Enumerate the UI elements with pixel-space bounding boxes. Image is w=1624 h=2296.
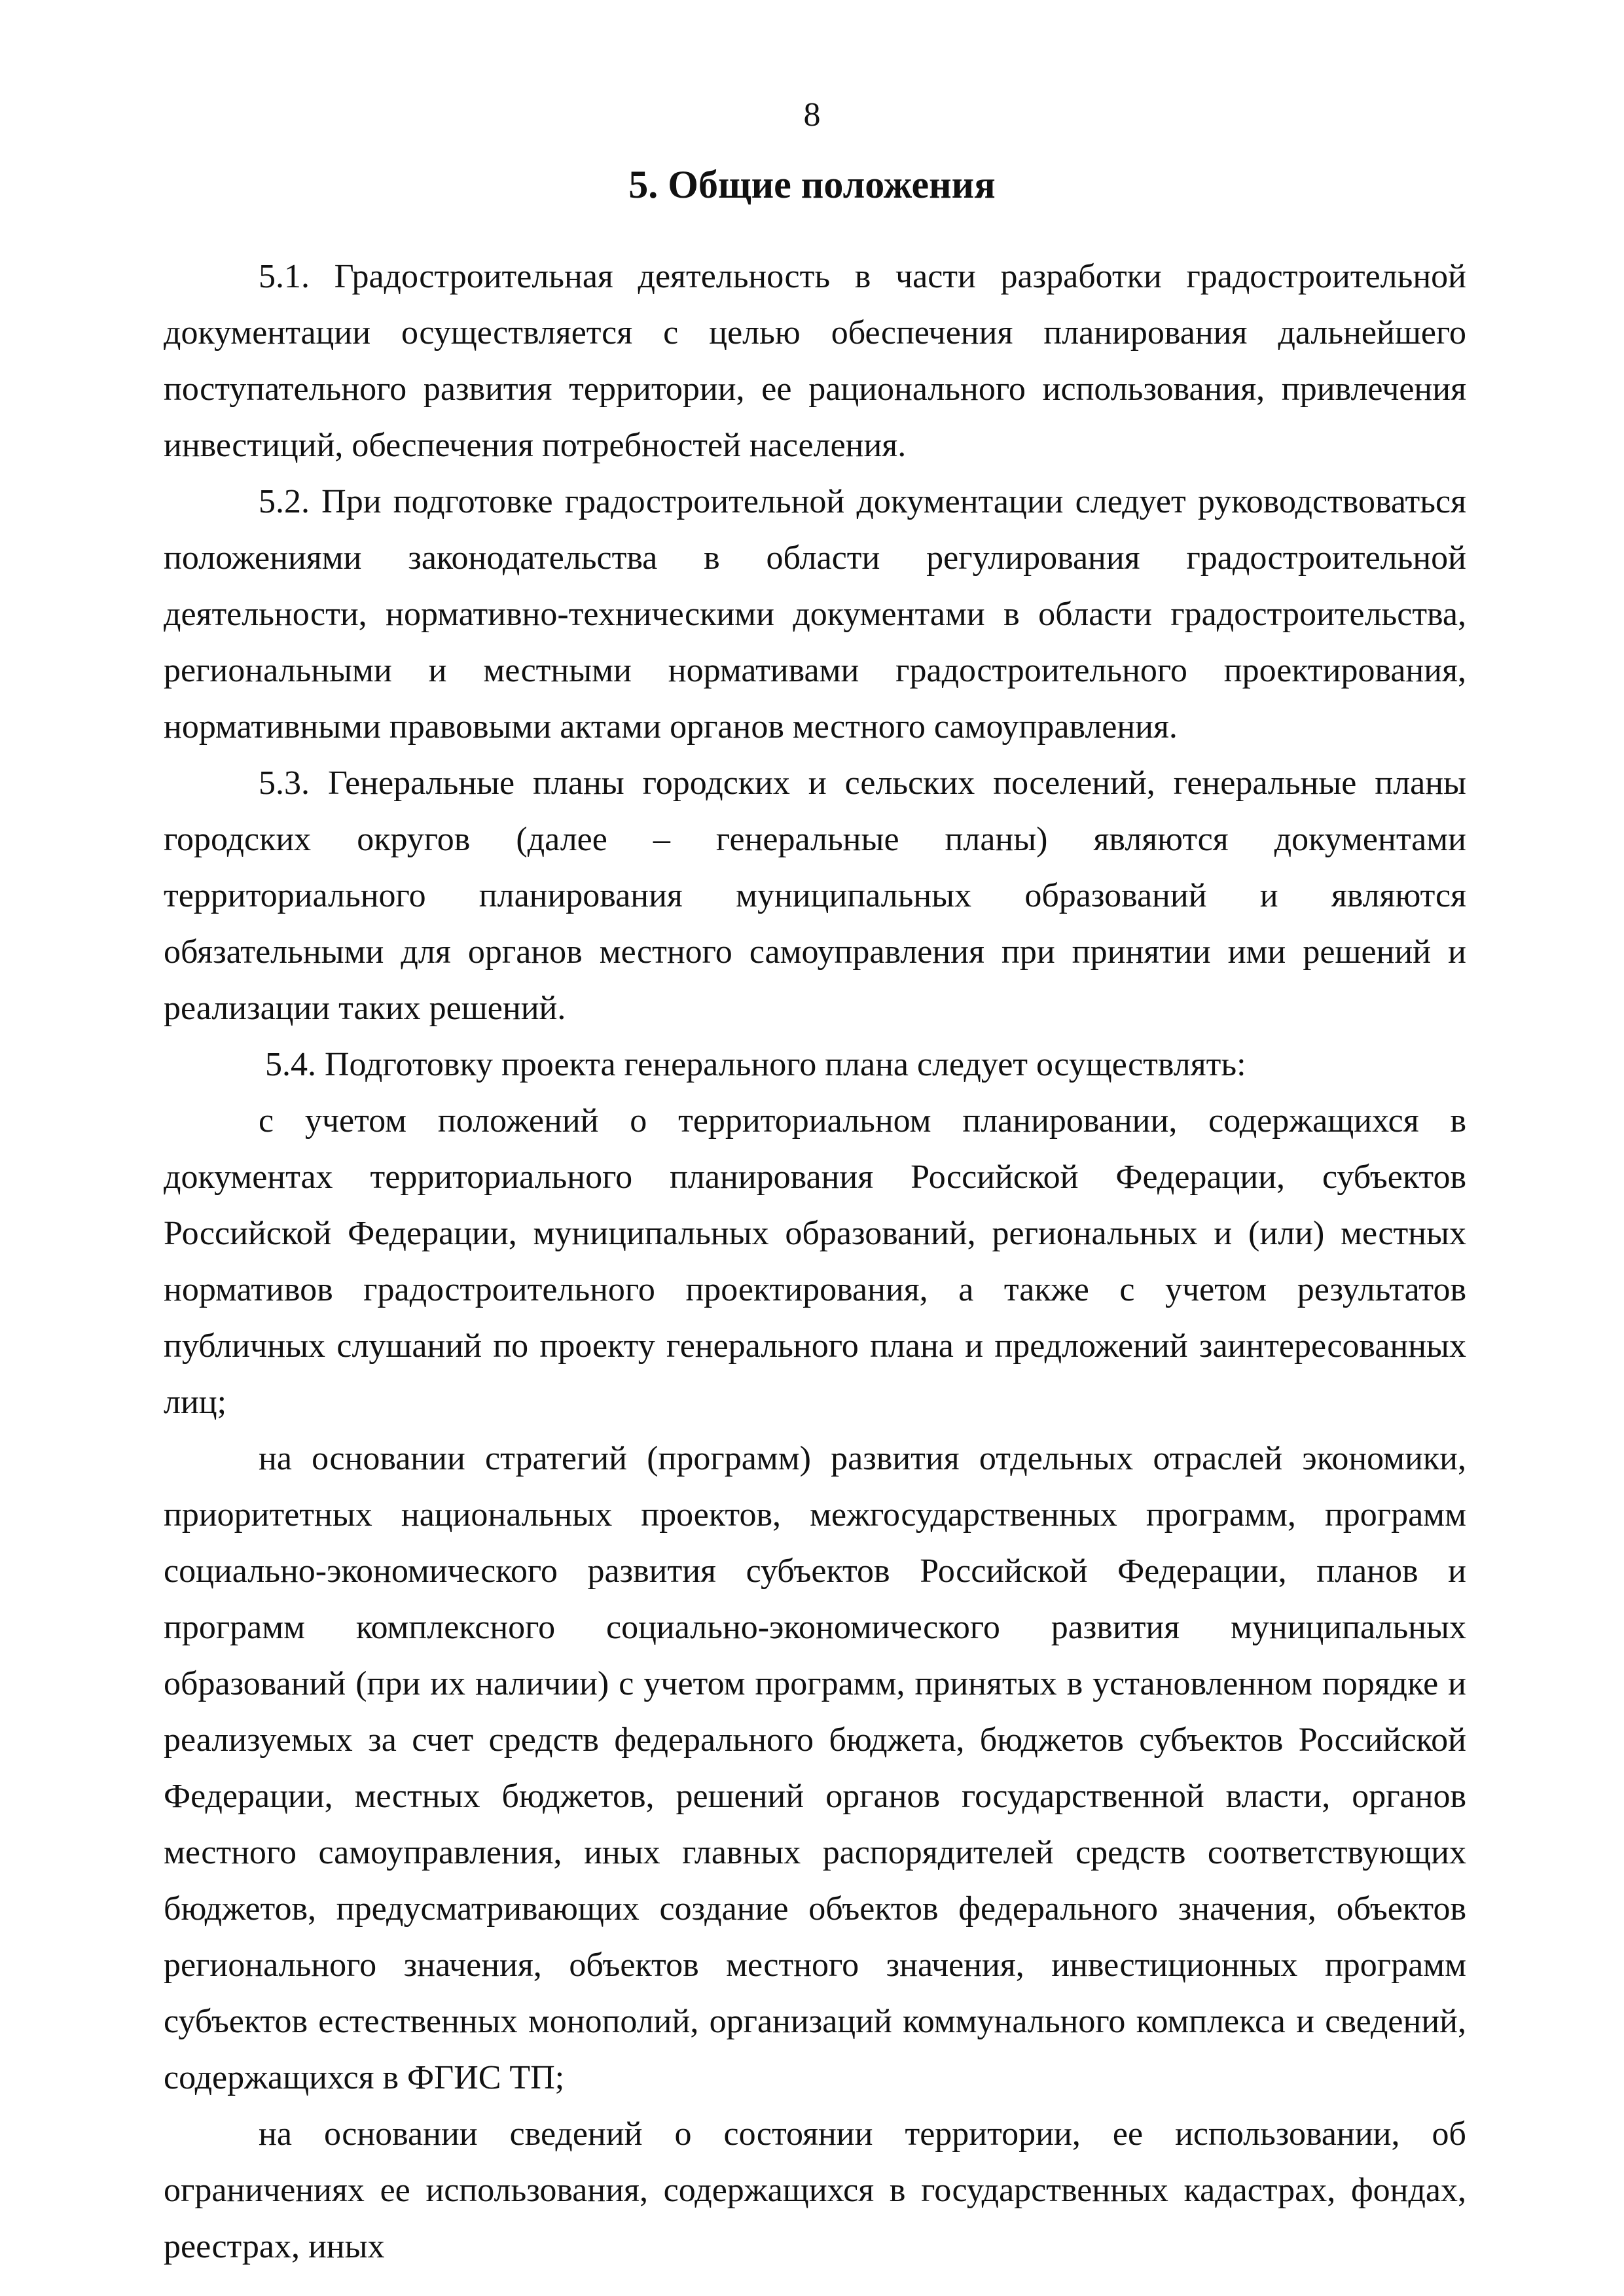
paragraph-5-3: 5.3. Генеральные планы городских и сельских поселений, генеральные планы городских округов (далее – генеральные планы) являются документами территориального планирования муниципальных образований и являются обязательными для органов местного самоуправления при принятии ими решений и реализации таких решений. [164,764,1466,1027]
paragraph-5-1: 5.1. Градостроительная деятельность в части разработки градостроительной документации осуществляется с целью обеспечения планирования дальнейшего поступательного развития территории, ее рационального использования, привлечения инвестиций, обеспечения потребностей населения. [164,258,1466,464]
paragraph-5-2: 5.2. При подготовке градостроительной документации следует руководствоваться положениями законодательства в области регулирования градостроительной деятельности, нормативно-техническими документами в области градостроительства, региональными и местными нормативами градостроительного проектирования, нормативными правовыми актами органов местного самоуправления. [164,483,1466,745]
paragraph-5-4-item-1: с учетом положений о территориальном планировании, содержащихся в документах территориального планирования Российской Федерации, субъектов Российской Федерации, муниципальных образований, региональных и (или) местных нормативов градостроительного проектирования, а также с учетом результатов публичных слушаний по проекту генерального плана и предложений заинтересованных лиц; [164,1102,1466,1421]
page-number: 8 [803,96,821,134]
document-body [164,249,1466,2275]
paragraph-5-4-item-2: на основании стратегий (программ) развития отдельных отраслей экономики, приоритетных национальных проектов, межгосударственных программ, программ социально-экономического развития субъектов Российской Федерации, планов и программ комплексного социально-экономического развития муниципальных образований (при их наличии) с учетом программ, принятых в установленном порядке и реализуемых за счет средств федерального бюджета, бюджетов субъектов Российской Федерации, местных бюджетов, решений органов государственной власти, органов местного самоуправления, иных главных распорядителей средств соответствующих бюджетов, предусматривающих создание объектов федерального значения, объектов регионального значения, объектов местного значения, инвестиционных программ субъектов естественных монополий, организаций коммунального комплекса и сведений, содержащихся в ФГИС ТП; [164,1440,1466,2096]
paragraph-5-4-item-3: на основании сведений о состоянии территории, ее использовании, об ограничениях ее использования, содержащихся в государственных кадастрах, фондах, реестрах, иных [164,2115,1466,2265]
section-title: 5. Общие положения [628,163,996,206]
paragraph-5-4: 5.4. Подготовку проекта генерального плана следует осуществлять: [265,1046,1246,1083]
